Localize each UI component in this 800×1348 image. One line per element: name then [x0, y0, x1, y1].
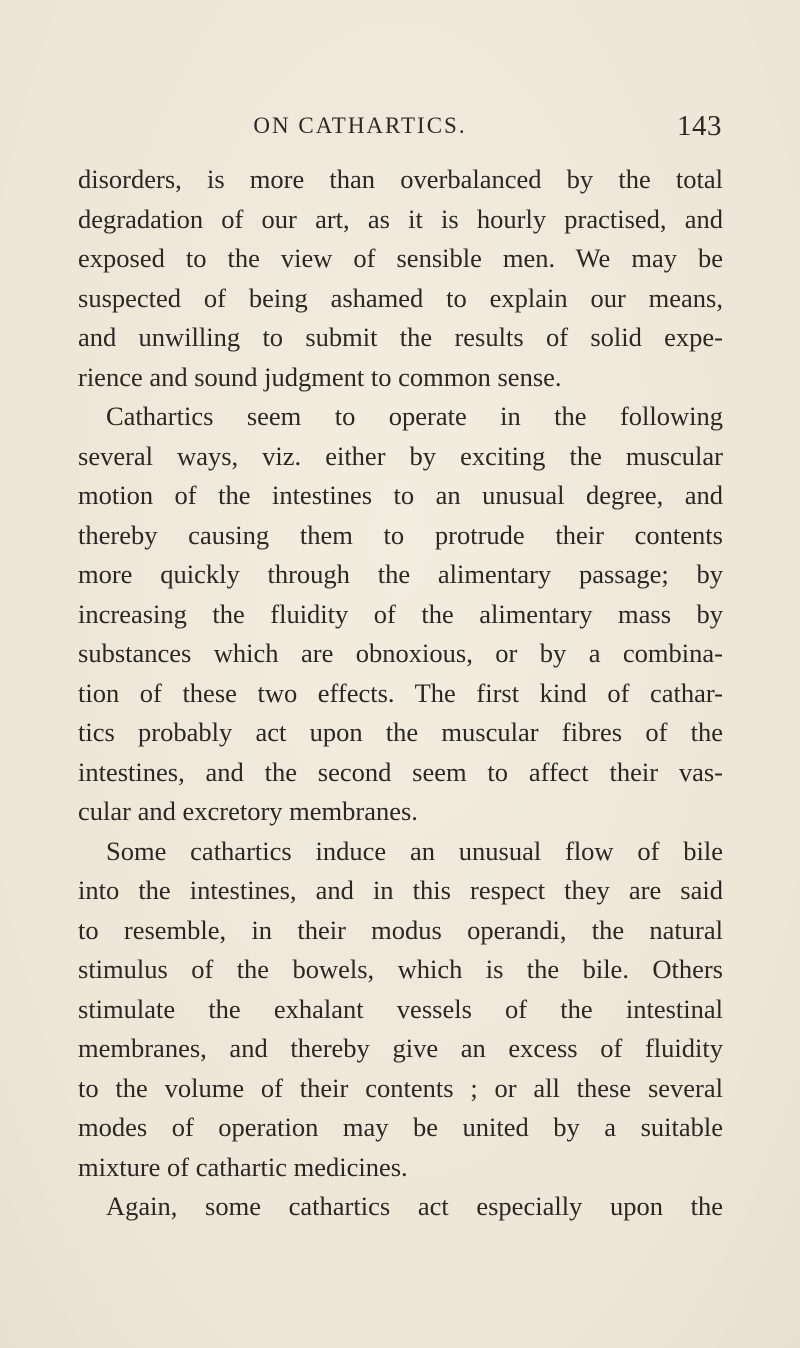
text-line: membranes, and thereby give an excess of fluidity [78, 1033, 723, 1063]
text-line: disorders, is more than overbalanced by the total [78, 164, 723, 194]
body-text [78, 160, 723, 1227]
text-line: tion of these two effects. The first kind of cathar- [78, 677, 723, 708]
text-line: Again, some cathartics act especially upon the [106, 1191, 723, 1221]
text-line: Some cathartics induce an unusual flow of bile [106, 835, 723, 866]
text-line: rience and sound judgment to common sense. [78, 361, 562, 392]
text-line: tics probably act upon the muscular fibres of the [78, 717, 723, 747]
text-line: into the intestines, and in this respect they are said [78, 875, 723, 905]
text-line: exposed to the view of sensible men. We may be [78, 243, 723, 273]
text-line: several ways, viz. either by exciting the muscular [78, 440, 723, 471]
text-line: to resemble, in their modus operandi, the natural [78, 914, 723, 945]
page-number: 143 [677, 110, 722, 142]
text-line: to the volume of their contents ; or all these several [78, 1072, 723, 1103]
text-line: stimulate the exhalant vessels of the intestinal [78, 993, 723, 1024]
text-line: degradation of our art, as it is hourly practised, and [78, 203, 723, 234]
text-line: more quickly through the alimentary passage; by [78, 559, 723, 589]
text-line: modes of operation may be united by a suitable [78, 1112, 723, 1142]
text-line: mixture of cathartic medicines. [78, 1151, 408, 1182]
text-line: Cathartics seem to operate in the following [106, 401, 723, 431]
running-title: ON CATHARTICS. [253, 113, 467, 138]
text-line: substances which are obnoxious, or by a combina- [78, 638, 723, 668]
text-line: cular and excretory membranes. [78, 796, 418, 826]
text-line: and unwilling to submit the results of solid expe- [78, 322, 723, 352]
text-line: motion of the intestines to an unusual degree, and [78, 480, 723, 510]
text-line: suspected of being ashamed to explain our means, [78, 282, 723, 313]
text-line: increasing the fluidity of the alimentary mass by [78, 598, 723, 629]
text-line: intestines, and the second seem to affect their vas- [78, 756, 723, 787]
running-head [0, 110, 800, 150]
text-line: thereby causing them to protrude their contents [78, 519, 723, 550]
text-line: stimulus of the bowels, which is the bile. Others [78, 954, 723, 984]
